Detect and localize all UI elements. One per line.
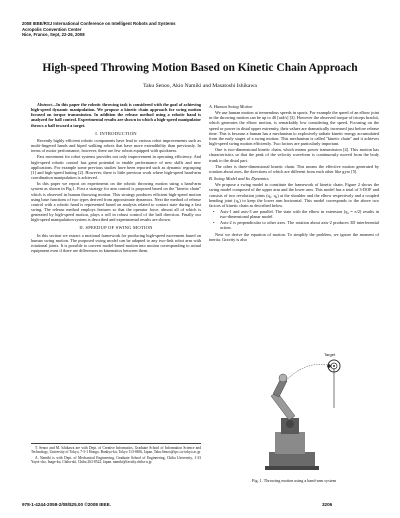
footnote-2: A. Namiki is with Dept. of Mechanical Engineering, Graduate School of Engineering, Chiba University, 1-33 Yayoi-cho, Inage-ku, Chiba-shi, Chiba 263-8522, Japan. namiki@faculty.chiba-u.jp (31, 455, 201, 464)
paragraph: Recently highly efficient robotic components have lead to various robot improvements such as multi-fingered hands and biped walking robots that have more extendibility than previously. In terms of motor performance, however, there are few robots equipped with quickness. (31, 137, 201, 154)
subsection-heading-human-swing: A. Human Swing Motion (209, 104, 253, 109)
paragraph: We use human motion at tremendous speeds in sports. For example the speed of an elbow joint in the throwing motion can be up to 40 [rad/s] [3]. However the observed torque of triceps brachii, which generates the elbow motion, is remarkably low considering the speed. Focusing on the speed or power in distal upper extremity, their values are dramatically increased just before release time. This is because a human has a mechanism to explosively radiate kinetic energy accumulated from the early stages of a swing motion. This mechanism is called "kinetic chain" and it achieves high-speed swing motion efficiently. Two factors are particularly important. (209, 110, 379, 147)
target-label: Target (324, 352, 336, 357)
header-line-3: Nice, France, Sept, 22-26, 2008 (22, 32, 85, 38)
figure-caption: Fig. 1. Throwing motion using a hand-arm system (251, 478, 337, 483)
abstract (31, 102, 201, 128)
figure-1 (209, 348, 379, 474)
paragraph: In this paper we report on experiments on the robotic throwing motion using a hand-arm system as shown in Fig.1. First a strategy for arm control is proposed based on the "kinetic chain" which is observed in human throwing motion. This strategy produces efficient high-speed motion using base functions of two types derived from approximate dynamics. Next the method of release control with a robotic hand is represented based on analysis related to contact state during a fast swing. The release method employs features so that the operator force, almost all of which is generated by high-speed motion, plays a roll in robust control of the ball direction. Finally our high-speed manipulation system is described and experimental results are shown. (31, 181, 201, 223)
section-heading-speedup: II. SPEEDUP OF SWING MOTION (79, 225, 153, 231)
list-item: • Axis-2 is perpendicular to other axes. The rotation about axis-2 produces 3D interferential action. (217, 220, 379, 230)
page-number: 3206 (322, 502, 333, 507)
header-line-1: 2008 IEEE/RSJ International Conference on Intelligent Robots and Systems (22, 21, 176, 26)
isbn-footer: 978-1-4244-2058-2/08/$25.00 ©2008 IEEE. (22, 502, 111, 507)
right-column (209, 102, 379, 243)
ball-icon (327, 364, 331, 368)
subsection-heading-swing-model: B. Swing Model and Its Dynamics (209, 176, 269, 182)
paper-authors: Taku Senoo, Akio Namiki and Masatoshi Ishikawa (143, 83, 257, 89)
conference-header (22, 21, 176, 38)
throwing-robot-illustration (209, 348, 379, 474)
list-item: • Axis-1 and axis-3 are parallel. The state with the elbow in extension (q₂ = π/2) results in two-dimensional planar model. (217, 209, 379, 219)
header-line-2: Acropolis Convention Center (22, 26, 82, 32)
bullet-list (209, 209, 379, 231)
footnote-1: T. Senoo and M. Ishikawa are with Dept. of Creative Informatics, Graduate School of Information Science and Technology, University of Tokyo, 7-3-1 Hongo, Bunkyo-ku, Tokyo 113-8656, Japan. Taku.Senoo@ipc.i.u-tokyo.ac.jp (31, 446, 201, 455)
paragraph: In this section we extract a motional framework for producing high-speed movement based on human swing motion. The proposed swing model can be adapted to any two-link robot arm with rotational joints. It is possible to convert model-based motion into motion corresponding to actual equipment even if there are differences in kinematics between them. (31, 232, 201, 254)
paragraph: The other is three-dimensional kinetic chain. This means the effective motion generated by rotation about axes, the directions of which are different from each other like gyro [5]. (209, 163, 379, 174)
section-heading-introduction: I. INTRODUCTION (95, 130, 137, 136)
paragraph: Fast movement for robot systems provides not only improvement in operating efficiency. And high-speed robotic control has great potential to enable performance of new skills and new applications. For example some previous studies have been reported such as dynamic regrasping [1] and high-speed batting [2]. However, there is little previous work where high-speed hand-arm coordination manipulation is achieved. (31, 154, 201, 181)
left-column (31, 102, 201, 254)
abstract-text: —In this paper the robotic throwing task is considered with the goal of achieving high-speed dynamic manipulation. We propose a kinetic chain approach for swing motion focused on torque transmission. In addition the release method using a robotic hand is analyzed for ball control. Experimental results are shown in which a high-speed manipulator throws a ball toward a target. (31, 102, 201, 128)
paragraph: We propose a swing model to constitute the framework of kinetic chain. Figure 2 shows the swing model composed of the upper arm and the lower arm. This model has a total of 3-DOF and consists of two revolution joints (q₁, q₂) at the shoulder and the elbow respectively and a coupled bending joint (q₃) to keep the lower arm horizontal. This model corresponds to the above two factors of kinetic chain as described below. (209, 182, 379, 208)
footnotes (31, 443, 201, 465)
paragraph: Next we derive the equation of motion. To simplify the problem, we ignore the moment of inertia. Gravity is also (209, 231, 379, 242)
abstract-label: Abstract (37, 102, 52, 107)
paper-title: High-speed Throwing Motion Based on Kinetic Chain Approach (42, 62, 358, 74)
paragraph: One is two-dimensional kinetic chain, which means power transmission [4]. This motion has characteristics so that the peak of the velocity waveform is continuously moved from the body trunk to the distal part. (209, 147, 379, 163)
